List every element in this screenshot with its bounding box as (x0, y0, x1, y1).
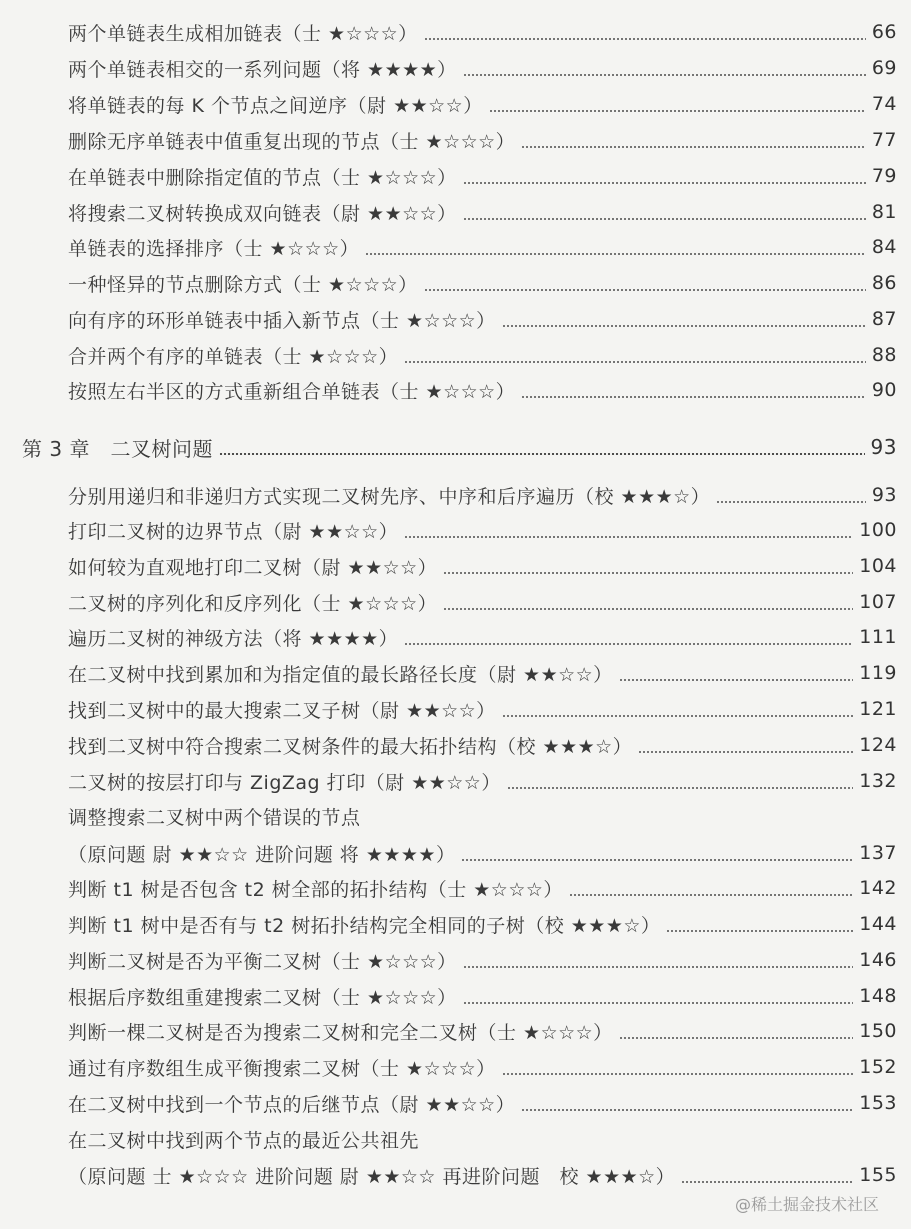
toc-entry[interactable] (68, 268, 897, 298)
toc-entry[interactable] (68, 587, 897, 617)
toc-entry[interactable] (68, 801, 897, 831)
toc-page-number: 79 (871, 165, 897, 187)
toc-page-number: 119 (859, 662, 897, 684)
toc-entry[interactable] (68, 766, 897, 796)
toc-page-number: 144 (859, 913, 897, 935)
toc-page-number: 86 (871, 272, 897, 294)
toc-entry-title: 合并两个有序的单链表（士 ★☆☆☆） (68, 345, 399, 368)
toc-entry-title: 找到二叉树中的最大搜索二叉子树（尉 ★★☆☆） (68, 699, 496, 722)
dot-leader (463, 1002, 854, 1004)
dot-leader (424, 38, 866, 40)
toc-entry-title: 通过有序数组生成平衡搜索二叉树（士 ★☆☆☆） (68, 1057, 496, 1080)
toc-entry-title: 单链表的选择排序（士 ★☆☆☆） (68, 237, 360, 260)
toc-entry[interactable] (68, 945, 897, 975)
dot-leader (502, 715, 854, 717)
toc-entry-title: 在二叉树中找到两个节点的最近公共祖先 (68, 1129, 420, 1152)
toc-entry-title: （原问题 士 ★☆☆☆ 进阶问题 尉 ★★☆☆ 再进阶问题 校 ★★★☆） (68, 1165, 676, 1188)
toc-page-number: 100 (859, 519, 897, 541)
toc-entry-title: 调整搜索二叉树中两个错误的节点 (68, 806, 361, 829)
toc-entry-title: 找到二叉树中符合搜索二叉树条件的最大拓扑结构（校 ★★★☆） (68, 735, 633, 758)
toc-entry[interactable] (68, 53, 897, 83)
toc-entry[interactable] (68, 480, 897, 510)
toc-entry[interactable] (68, 909, 897, 939)
toc-entry[interactable] (68, 232, 897, 262)
dot-leader (404, 643, 853, 645)
toc-entry-title: 向有序的环形单链表中插入新节点（士 ★☆☆☆） (68, 309, 496, 332)
dot-leader (463, 966, 854, 968)
toc-page-number: 87 (871, 308, 897, 330)
toc-page-number: 77 (871, 129, 897, 151)
toc-entry[interactable] (68, 730, 897, 760)
toc-entry[interactable] (68, 375, 897, 405)
toc-entry-title: 分别用递归和非递归方式实现二叉树先序、中序和后序遍历（校 ★★★☆） (68, 485, 711, 508)
toc-entry-title: 将单链表的每 K 个节点之间逆序（尉 ★★☆☆） (68, 94, 483, 117)
toc-entry-title: 遍历二叉树的神级方法（将 ★★★★） (68, 627, 399, 650)
toc-page-number: 111 (859, 626, 897, 648)
toc-page-number: 142 (859, 877, 897, 899)
toc-page-number: 107 (859, 591, 897, 613)
toc-entry-title: 删除无序单链表中值重复出现的节点（士 ★☆☆☆） (68, 130, 516, 153)
dot-leader (365, 253, 866, 255)
dot-leader (716, 501, 866, 503)
toc-page-number: 150 (859, 1020, 897, 1042)
toc-entry-title: 在二叉树中找到一个节点的后继节点（尉 ★★☆☆） (68, 1093, 516, 1116)
dot-leader (463, 218, 866, 220)
toc-page-number: 93 (871, 484, 897, 506)
dot-leader (681, 1181, 853, 1183)
toc-entry-title: 两个单链表生成相加链表（士 ★☆☆☆） (68, 22, 418, 45)
dot-leader (569, 894, 853, 896)
dot-leader (502, 325, 866, 327)
toc-page-number: 124 (859, 734, 897, 756)
toc-chapter-heading[interactable] (22, 432, 897, 462)
dot-leader (638, 751, 853, 753)
watermark: @稀土掘金技术社区 (734, 1195, 879, 1214)
toc-entry-title: 将搜索二叉树转换成双向链表（尉 ★★☆☆） (68, 202, 457, 225)
toc-page-number: 121 (859, 698, 897, 720)
toc-page-number: 137 (859, 842, 897, 864)
toc-entry-title: 如何较为直观地打印二叉树（尉 ★★☆☆） (68, 556, 438, 579)
toc-entry[interactable] (68, 197, 897, 227)
dot-leader (489, 110, 866, 112)
dot-leader (404, 361, 866, 363)
toc-entry[interactable] (68, 1124, 897, 1154)
toc-page-number: 88 (871, 344, 897, 366)
toc-entry[interactable] (68, 1088, 897, 1118)
toc-entry[interactable] (68, 340, 897, 370)
toc-entry[interactable] (68, 17, 897, 47)
toc-entry-title: 在单链表中删除指定值的节点（士 ★☆☆☆） (68, 166, 457, 189)
dot-leader (507, 787, 853, 789)
toc-entry[interactable] (68, 838, 897, 868)
toc-entry[interactable] (68, 304, 897, 334)
toc-entry[interactable] (68, 622, 897, 652)
toc-page-number: 93 (870, 435, 897, 459)
toc-page-number: 69 (871, 57, 897, 79)
toc-entry-title: 判断二叉树是否为平衡二叉树（士 ★☆☆☆） (68, 950, 457, 973)
dot-leader (424, 289, 866, 291)
toc-entry[interactable] (68, 658, 897, 688)
toc-entry-title: 判断 t1 树中是否有与 t2 树拓扑结构完全相同的子树（校 ★★★☆） (68, 914, 661, 937)
dot-leader (443, 608, 853, 610)
toc-page-number: 152 (859, 1056, 897, 1078)
toc-page-number: 84 (871, 236, 897, 258)
dot-leader (502, 1073, 854, 1075)
dot-leader (619, 1037, 854, 1039)
toc-entry[interactable] (68, 981, 897, 1011)
dot-leader (463, 74, 866, 76)
toc-page-number: 104 (859, 555, 897, 577)
toc-page-number: 153 (859, 1092, 897, 1114)
toc-page-number: 132 (859, 770, 897, 792)
toc-entry[interactable] (68, 551, 897, 581)
toc-entry-title: 按照左右半区的方式重新组合单链表（士 ★☆☆☆） (68, 380, 516, 403)
toc-page-number: 155 (859, 1164, 897, 1186)
toc-entry[interactable] (68, 161, 897, 191)
toc-entry-title: （原问题 尉 ★★☆☆ 进阶问题 将 ★★★★） (68, 843, 456, 866)
dot-leader (219, 453, 865, 455)
toc-entry[interactable] (68, 1160, 897, 1190)
toc-entry[interactable] (68, 1016, 897, 1046)
toc-entry[interactable] (68, 89, 897, 119)
toc-entry-title: 一种怪异的节点删除方式（士 ★☆☆☆） (68, 273, 418, 296)
toc-page-number: 90 (871, 379, 897, 401)
toc-page-number: 66 (871, 21, 897, 43)
toc-page-number: 146 (859, 949, 897, 971)
toc-entry-title: 在二叉树中找到累加和为指定值的最长路径长度（尉 ★★☆☆） (68, 663, 613, 686)
dot-leader (463, 182, 866, 184)
dot-leader (666, 930, 853, 932)
dot-leader (521, 396, 866, 398)
toc-entry-title: 两个单链表相交的一系列问题（将 ★★★★） (68, 58, 457, 81)
toc-entry[interactable] (68, 125, 897, 155)
toc-entry[interactable] (68, 873, 897, 903)
toc-entry-title: 根据后序数组重建搜索二叉树（士 ★☆☆☆） (68, 986, 457, 1009)
toc-entry-title: 二叉树的序列化和反序列化（士 ★☆☆☆） (68, 592, 438, 615)
toc-entry-title: 第 3 章 二叉树问题 (22, 436, 213, 461)
toc-entry[interactable] (68, 1052, 897, 1082)
dot-leader (521, 146, 866, 148)
toc-entry[interactable] (68, 515, 897, 545)
toc-entry-title: 二叉树的按层打印与 ZigZag 打印（尉 ★★☆☆） (68, 771, 501, 794)
dot-leader (521, 1109, 853, 1111)
toc-entry-title: 判断一棵二叉树是否为搜索二叉树和完全二叉树（士 ★☆☆☆） (68, 1021, 613, 1044)
dot-leader (404, 536, 853, 538)
toc-entry-title: 判断 t1 树是否包含 t2 树全部的拓扑结构（士 ★☆☆☆） (68, 878, 563, 901)
dot-leader (619, 679, 854, 681)
toc-entry-title: 打印二叉树的边界节点（尉 ★★☆☆） (68, 520, 399, 543)
toc-page-number: 81 (871, 201, 897, 223)
toc-entry[interactable] (68, 694, 897, 724)
toc-page-number: 148 (859, 985, 897, 1007)
dot-leader (461, 859, 853, 861)
toc-page-number: 74 (871, 93, 897, 115)
dot-leader (443, 572, 853, 574)
